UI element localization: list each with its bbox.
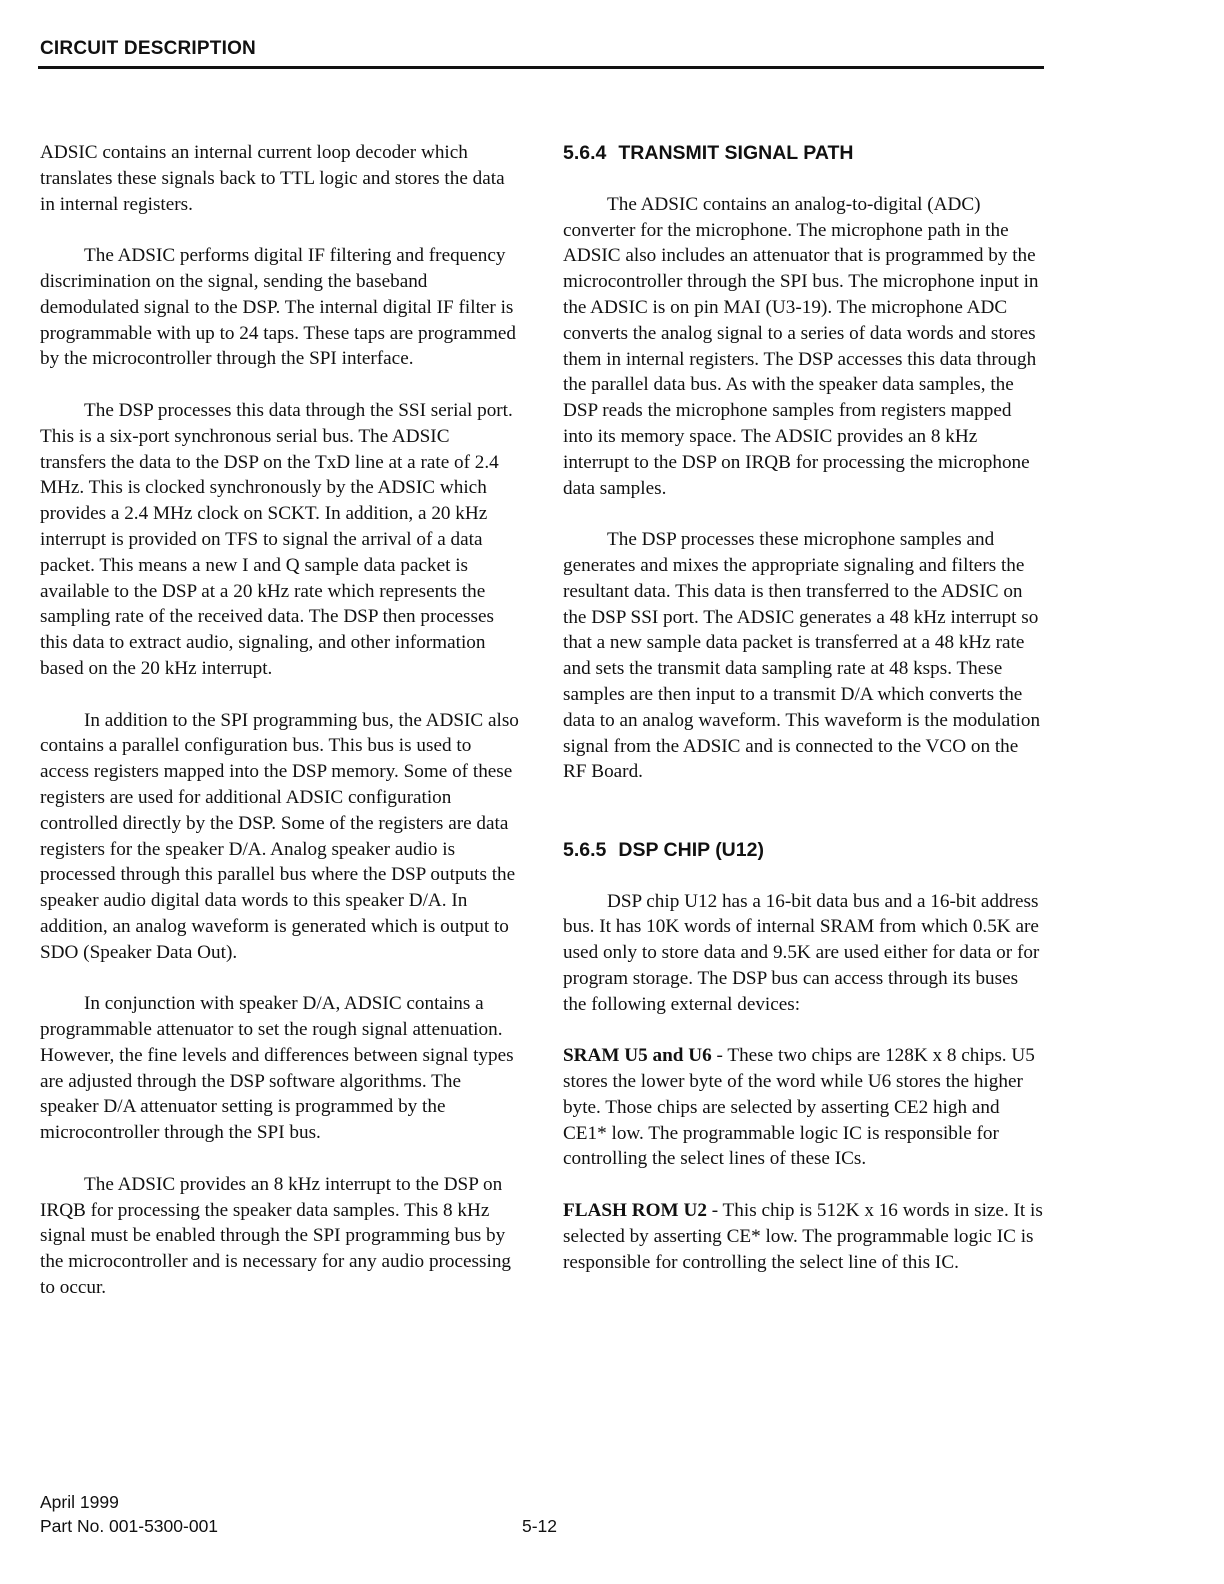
device-term: FLASH ROM U2 [563, 1200, 707, 1222]
footer-left [40, 1490, 218, 1538]
device-description: - This chip is 512K x 16 words in size. It is selected by asserting CE* low. The programmable logic IC is responsible for controlling the select line of this IC. [563, 1200, 1043, 1273]
section-number: 5.6.5 [563, 838, 607, 861]
device-description: - These two chips are 128K x 8 chips. U5 stores the lower byte of the word while U6 stores the higher byte. Those chips are selected by asserting CE2 high and CE1* low. The programmable logic IC is responsible for controlling the select lines of these ICs. [563, 1045, 1035, 1170]
section-title: DSP CHIP (U12) [618, 838, 764, 861]
device-entry-sram [563, 1043, 1046, 1172]
section-heading-dsp-chip [563, 837, 1046, 863]
paragraph: The ADSIC contains an analog-to-digital (ADC) converter for the microphone. The microphone path in the ADSIC also includes an attenuator that is programmed by the microcontroller through the SPI bus. The microphone input in the ADSIC is on pin MAI (U3-19). The microphone ADC converts the analog signal to a series of data words and stores them in internal registers. The DSP accesses this data through the parallel data bus. As with the speaker data samples, the DSP reads the microphone samples from registers mapped into its memory space. The ADSIC provides an 8 kHz interrupt to the DSP on IRQB for processing the microphone data samples. [563, 193, 1039, 499]
device-term: SRAM U5 and U6 [563, 1045, 712, 1067]
paragraph: The DSP processes these microphone samples and generates and mixes the appropriate signaling and filters the resultant data. This data is then transferred to the ADSIC on the DSP SSI port. The ADSIC generates a 48 kHz interrupt so that a new sample data packet is transferred at a 48 kHz rate and sets the transmit data sampling rate at 48 ksps. These samples are then input to a transmit D/A which converts the data to an analog waveform. This waveform is the modulation signal from the ADSIC and is connected to the VCO on the RF Board. [563, 529, 1041, 783]
paragraph: In addition to the SPI programming bus, the ADSIC also contains a parallel configuration bus. This bus is used to access registers mapped into the DSP memory. Some of these registers are used for additional ADSIC configuration controlled directly by the DSP. Some of the registers are data registers for the speaker D/A. Analog speaker audio is processed through this parallel bus where the DSP outputs the speaker audio digital data words to this speaker D/A. In addition, an analog waveform is generated which is output to SDO (Speaker Data Out). [40, 709, 519, 963]
right-column [563, 140, 1046, 1275]
paragraph: In conjunction with speaker D/A, ADSIC contains a programmable attenuator to set the rough signal attenuation. However, the fine levels and differences between signal types are adjusted through the DSP software algorithms. The speaker D/A attenuator setting is programmed by the microcontroller through the SPI bus. [40, 993, 514, 1144]
paragraph: The DSP processes this data through the SSI serial port. This is a six-port synchronous serial bus. The ADSIC transfers the data to the DSP on the TxD line at a rate of 2.4 MHz. This is clocked synchronously by the ADSIC which provides a 2.4 MHz clock on SCKT. In addition, a 20 kHz interrupt is provided on TFS to signal the arrival of a data packet. This means a new I and Q sample data packet is available to the DSP at a 20 kHz rate which represents the sampling rate of the received data. The DSP then processes this data to extract audio, signaling, and other information based on the 20 kHz interrupt. [40, 399, 513, 679]
header-divider [38, 66, 1044, 69]
paragraph: ADSIC contains an internal current loop decoder which translates these signals back to TTL logic and stores the data in internal registers. [40, 142, 505, 215]
device-entry-flash-rom [563, 1198, 1046, 1275]
paragraph: DSP chip U12 has a 16-bit data bus and a 16-bit address bus. It has 10K words of internal SRAM from which 0.5K are used only to store data and 9.5K are used either for data or for program storage. The DSP bus can access through its buses the following external devices: [563, 890, 1040, 1015]
page-number: 5-12 [522, 1516, 558, 1536]
paragraph: The ADSIC performs digital IF filtering and frequency discrimination on the signal, sending the baseband demodulated signal to the DSP. The internal digital IF filter is programmable with up to 24 taps. These taps are programmed by the microcontroller through the SPI interface. [40, 245, 517, 370]
left-column [40, 140, 520, 1301]
section-number: 5.6.4 [563, 142, 607, 164]
paragraph: The ADSIC provides an 8 kHz interrupt to the DSP on IRQB for processing the speaker data samples. This 8 kHz signal must be enabled through the SPI programming bus by the microcontroller and is necessary for any audio processing to occur. [40, 1173, 512, 1299]
footer-date: April 1999 [40, 1492, 119, 1512]
section-heading-transmit-signal-path [563, 140, 1046, 166]
page-header-title: CIRCUIT DESCRIPTION [40, 38, 256, 59]
section-title: TRANSMIT SIGNAL PATH [618, 142, 854, 164]
footer-part-number: Part No. 001-5300-001 [40, 1516, 219, 1536]
